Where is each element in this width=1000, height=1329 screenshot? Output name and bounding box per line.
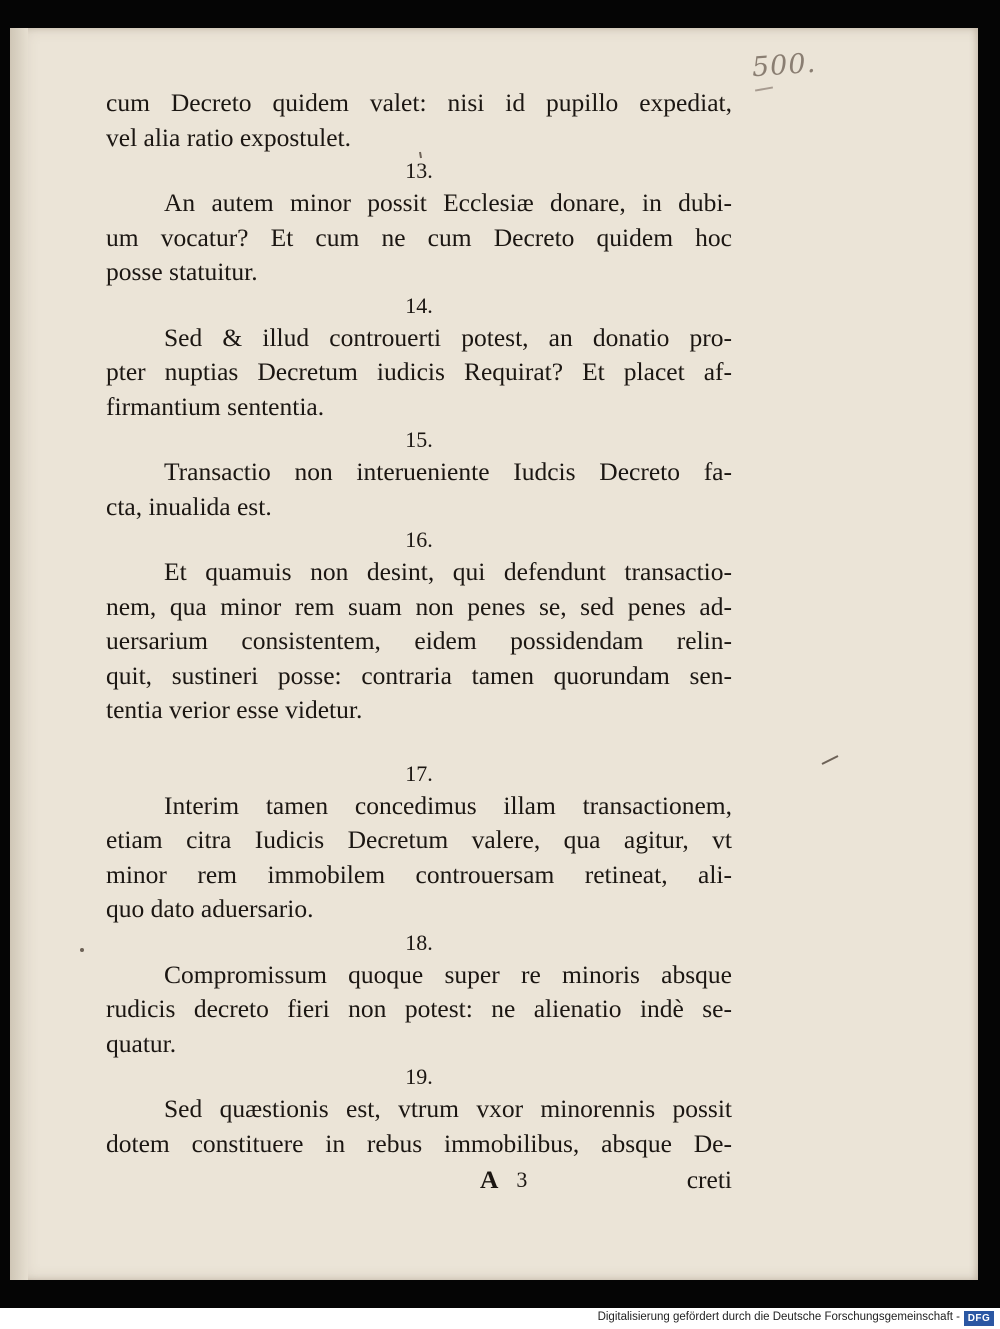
text-block	[106, 86, 732, 1198]
text-line: Et quamuis non desint, qui defendunt transactio-	[164, 557, 732, 586]
paragraph-number: 13.	[405, 158, 433, 183]
text-line: An autem minor possit Ecclesiæ donare, in dubi-	[164, 188, 732, 217]
text-line: um vocatur? Et cum ne cum Decreto quidem hoc	[106, 222, 732, 252]
text-line: Transactio non interueniente Iudcis Decreto fa-	[164, 457, 732, 486]
paragraph-number: 15.	[405, 427, 433, 452]
paragraph-number: 19.	[405, 1064, 433, 1089]
stray-dot	[80, 948, 84, 952]
text-line: etiam citra Iudicis Decretum valere, qua agitur, vt	[106, 825, 732, 854]
text-line: quatur.	[106, 1028, 177, 1058]
text-line: Interim tamen concedimus illam transactionem,	[164, 790, 732, 820]
funding-note: Digitalisierung gefördert durch die Deutsche Forschungsgemeinschaft -	[597, 1311, 960, 1323]
text-line: minor rem immobilem controuersam retineat, ali-	[106, 859, 732, 889]
text-line: firmantium sententia.	[106, 391, 325, 421]
text-line: Sed & illud controuerti potest, an donatio pro-	[164, 322, 732, 352]
paragraph-number: 14.	[405, 292, 433, 318]
paragraph-continuation	[106, 86, 732, 155]
folio-number: 500.	[750, 47, 818, 84]
paragraph-19	[106, 1062, 732, 1161]
text-line: tentia verior esse videtur.	[106, 695, 363, 724]
paragraph-13	[106, 156, 732, 290]
text-line: pter nuptias Decretum iudicis Requirat? Et placet af-	[106, 357, 732, 386]
paragraph-number: 16.	[405, 527, 433, 552]
text-line: Sed quæstionis est, vtrum vxor minorennis possit	[164, 1094, 732, 1123]
paragraph-17	[106, 759, 732, 927]
paragraph-14	[106, 291, 732, 425]
text-line: quit, sustineri posse: contraria tamen quorundam sen-	[106, 660, 732, 690]
paragraph-gap	[106, 728, 732, 758]
signature-line	[106, 1163, 732, 1198]
stray-pen-mark	[822, 756, 838, 764]
paragraph-number: 17.	[405, 760, 433, 786]
text-line: posse statuitur.	[106, 257, 258, 286]
signature-mark: A	[480, 1165, 499, 1194]
paragraph-number: 18.	[405, 929, 433, 955]
paragraph-16	[106, 525, 732, 728]
text-line: quo dato aduersario.	[106, 894, 314, 923]
page-gutter-shadow	[10, 28, 28, 1280]
digitization-footer	[0, 1308, 1000, 1329]
paragraph-15	[106, 425, 732, 524]
catchword: creti	[686, 1165, 732, 1194]
folio-pen-mark	[755, 86, 773, 91]
text-line: dotem constituere in rebus immobilibus, absque De-	[106, 1128, 732, 1158]
text-line: uersarium consistentem, eidem possidendam relin-	[106, 626, 732, 655]
paragraph-18	[106, 928, 732, 1062]
text-line: cta, inualida est.	[106, 491, 272, 521]
text-line: nem, qua minor rem suam non penes se, sed penes ad-	[106, 591, 732, 621]
text-line: Compromissum quoque super re minoris absque	[164, 959, 732, 989]
signature-number: 3	[516, 1167, 528, 1192]
text-line: cum Decreto quidem valet: nisi id pupillo expediat,	[106, 88, 732, 117]
text-line: vel alia ratio expostulet.	[106, 122, 352, 152]
book-page	[10, 28, 978, 1280]
dfg-logo: DFG	[964, 1311, 994, 1326]
text-line: rudicis decreto fieri non potest: ne alienatio indè se-	[106, 994, 732, 1023]
